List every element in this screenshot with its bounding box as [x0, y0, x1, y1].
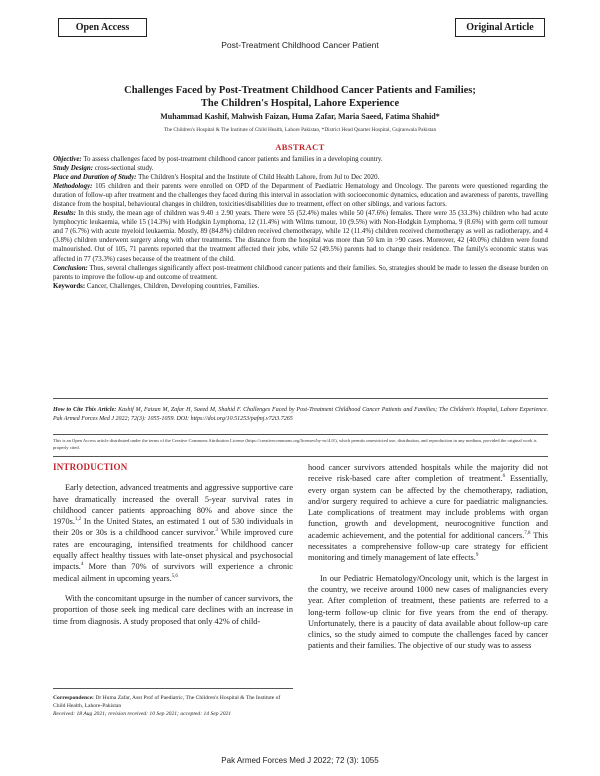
citation: How to Cite This Article: Kashif M, Faizan M, Zafar H, Saeed M, Shahid F. Challenges Faced by Post-Treatment Childhood Cancer Patients and Families; The Children's Hospital, Lahore Experience. Pak Armed Forces Med J 2022; 72(3): 1055-1059. DOI: https://doi.org/10.51253/pafmj.v72i3.7265	[53, 407, 549, 422]
page-footer: Pak Armed Forces Med J 2022; 72 (3): 1055	[221, 756, 379, 765]
open-access-badge: Open Access	[58, 18, 147, 37]
abstract-keywords: Keywords: Cancer, Challenges, Children, Developing countries, Families.	[53, 282, 260, 290]
correspondence-divider	[53, 688, 293, 689]
intro-paragraph-3: hood cancer survivors attended hospitals while the majority did not receive risk-based care after completion of treatment.$^6$ Essentially, every organ system can be affected by the chemotherapy, radiation, and/or surgery required to achieve a cure for paediatric malignancies. Late complications of treatment may include problems with organ function, growth and development, neurocognitive function and academic achievement, and the potential for additional cancers.$^{7,8}$ This necessitates a comprehensive follow-up care strategy for efficient monitoring and timely management of late effects.$^9$	[308, 463, 548, 563]
abstract-place: Place and Duration of Study: The Children's Hospital and the Institute of Child Health Lahore, from Jul to Dec 2020.	[53, 174, 380, 182]
abstract-heading: ABSTRACT	[275, 142, 325, 152]
right-column	[308, 462, 548, 661]
article-title	[60, 84, 540, 110]
abstract-objective: Objective: To assess challenges faced by post-treatment childhood cancer patients and families in a developing country.	[53, 156, 383, 163]
running-head: Post-Treatment Childhood Cancer Patient	[221, 40, 379, 50]
affiliations: The Children's Hospital & The Institute of Child Health, Lahore Pakistan, *District Head Quarter Hospital, Gujranwala Pakistan	[163, 127, 437, 133]
divider-top	[53, 398, 548, 399]
left-column	[53, 462, 293, 636]
author-list: Muhammad Kashif, Mahwish Faizan, Huma Zafar, Maria Saeed, Fatima Shahid*	[160, 112, 440, 121]
correspondence: Correspondence: Dr Huma Zafar, Asst Prof of Paediatric, The Children's Hospital & The Institute of Child Health, Lahore-Pakistan Received: 18 Aug 2021; revision received: 10 Sep 2021; accepted: 14 Sep 2021	[53, 695, 281, 717]
abstract-results: Results: In this study, the mean age of children was 9.40 ± 2.90 years. There were 55 (52.4%) males while 50 (47.6%) females. There were 35 (33.3%) children who had acute lymphocytic leukaemia, while 15 (14.3%) with Hodgkin Lymphoma, 12 (11.4%) with Wilms tumour, 10 (9.5%) with Non-Hodgkin Lymphoma, 9 (8.6%) with germ cell tumour and 7 (6.7%) with acute myeloid leukaemia. Mostly, 89 (84.8%) children received chemotherapy, while 12 (11.4%) children received chemotherapy as well as radiotherapy, and 4 (3.8%) children underwent surgery along with other treatments. The distance from the hospital was more than 50 km in >90 cases. Moreover, 42 (40.0%) children were found malnourished. Out of 105, 71 parents reported that the treatment affected their jobs, while 52 (49.5%) parents had to change their residence. The family's economic status was affected in 77 (73.3%) cases because of the treatment of the child.	[53, 210, 548, 263]
article-type-badge: Original Article	[455, 18, 545, 37]
license-notice: This is an Open Access article distributed under the terms of the Creative Commons Attribution License (https://creativecommons.org/licenses/by-nc/4.0/), which permits unrestricted use, distribution, and reproduction in any medium, provided the original work is properly cited.	[53, 438, 537, 450]
intro-paragraph-1: Early detection, advanced treatments and aggressive supportive care have dramatically increased the overall 5-year survival rates in childhood cancer patients approaching 80% and above since the 1970s.$^{1,2}$ In the United States, an estimated 1 out of 530 individuals in their 20s or 30s is a childhood cancer survivor.$^3$ While improved cure rates are encouraging, intensified treatments for childhood cancer equally affect healthy tissues with late-onset physical and psychosocial impacts.$^4$ More than 70% of survivors will experience a chronic medical ailment in upcoming years.$^{5,6}$	[53, 483, 294, 583]
abstract-body	[53, 155, 548, 291]
abstract-design: Study Design: cross-sectional study.	[53, 165, 154, 173]
title-line-2: The Children's Hospital, Lahore Experience	[200, 98, 400, 109]
divider-bottom	[53, 456, 548, 457]
title-line-1: Challenges Faced by Post-Treatment Childhood Cancer Patients and Families;	[124, 85, 476, 96]
introduction-heading: INTRODUCTION	[53, 462, 128, 472]
abstract-methodology: Methodology: 105 children and their parents were enrolled on OPD of the Department of Paediatric Hematology and Oncology. The parents were questioned regarding the duration of follow-up after treatment and the challenges they faced during this interval in association with socioeconomic dynamics, education and awareness of parents, travelling distance from the hospital, behavioural changes in children, toxicities/disabilities due to treatment, effect on other siblings, and various factors.	[53, 183, 548, 209]
divider-mid	[53, 434, 548, 435]
intro-paragraph-4: In our Pediatric Hematology/Oncology unit, which is the largest in the country, we receive around 1000 new cases of malignancies every year. After completion of treatment, these patients are referred to a long-term follow-up clinic for five years from the end of therapy. Unfortunately, there is a paucity of data available about follow-up care clinics, so the study aimed to compute the challenges faced by cancer patients and their families. The objective of our study was to assess	[308, 573, 548, 651]
intro-paragraph-2: With the concomitant upsurge in the number of cancer survivors, the proportion of those seek ing medical care declines with an increase in time from diagnosis. A study proposed that only 42% of child-	[53, 593, 293, 626]
abstract-conclusion: Conclusion: Thus, several challenges significantly affect post-treatment childhood cancer patients and their families. So, strategies should be made to lessen the disease burden on parents to improve the follow-up and outcome of treatment.	[53, 264, 548, 281]
